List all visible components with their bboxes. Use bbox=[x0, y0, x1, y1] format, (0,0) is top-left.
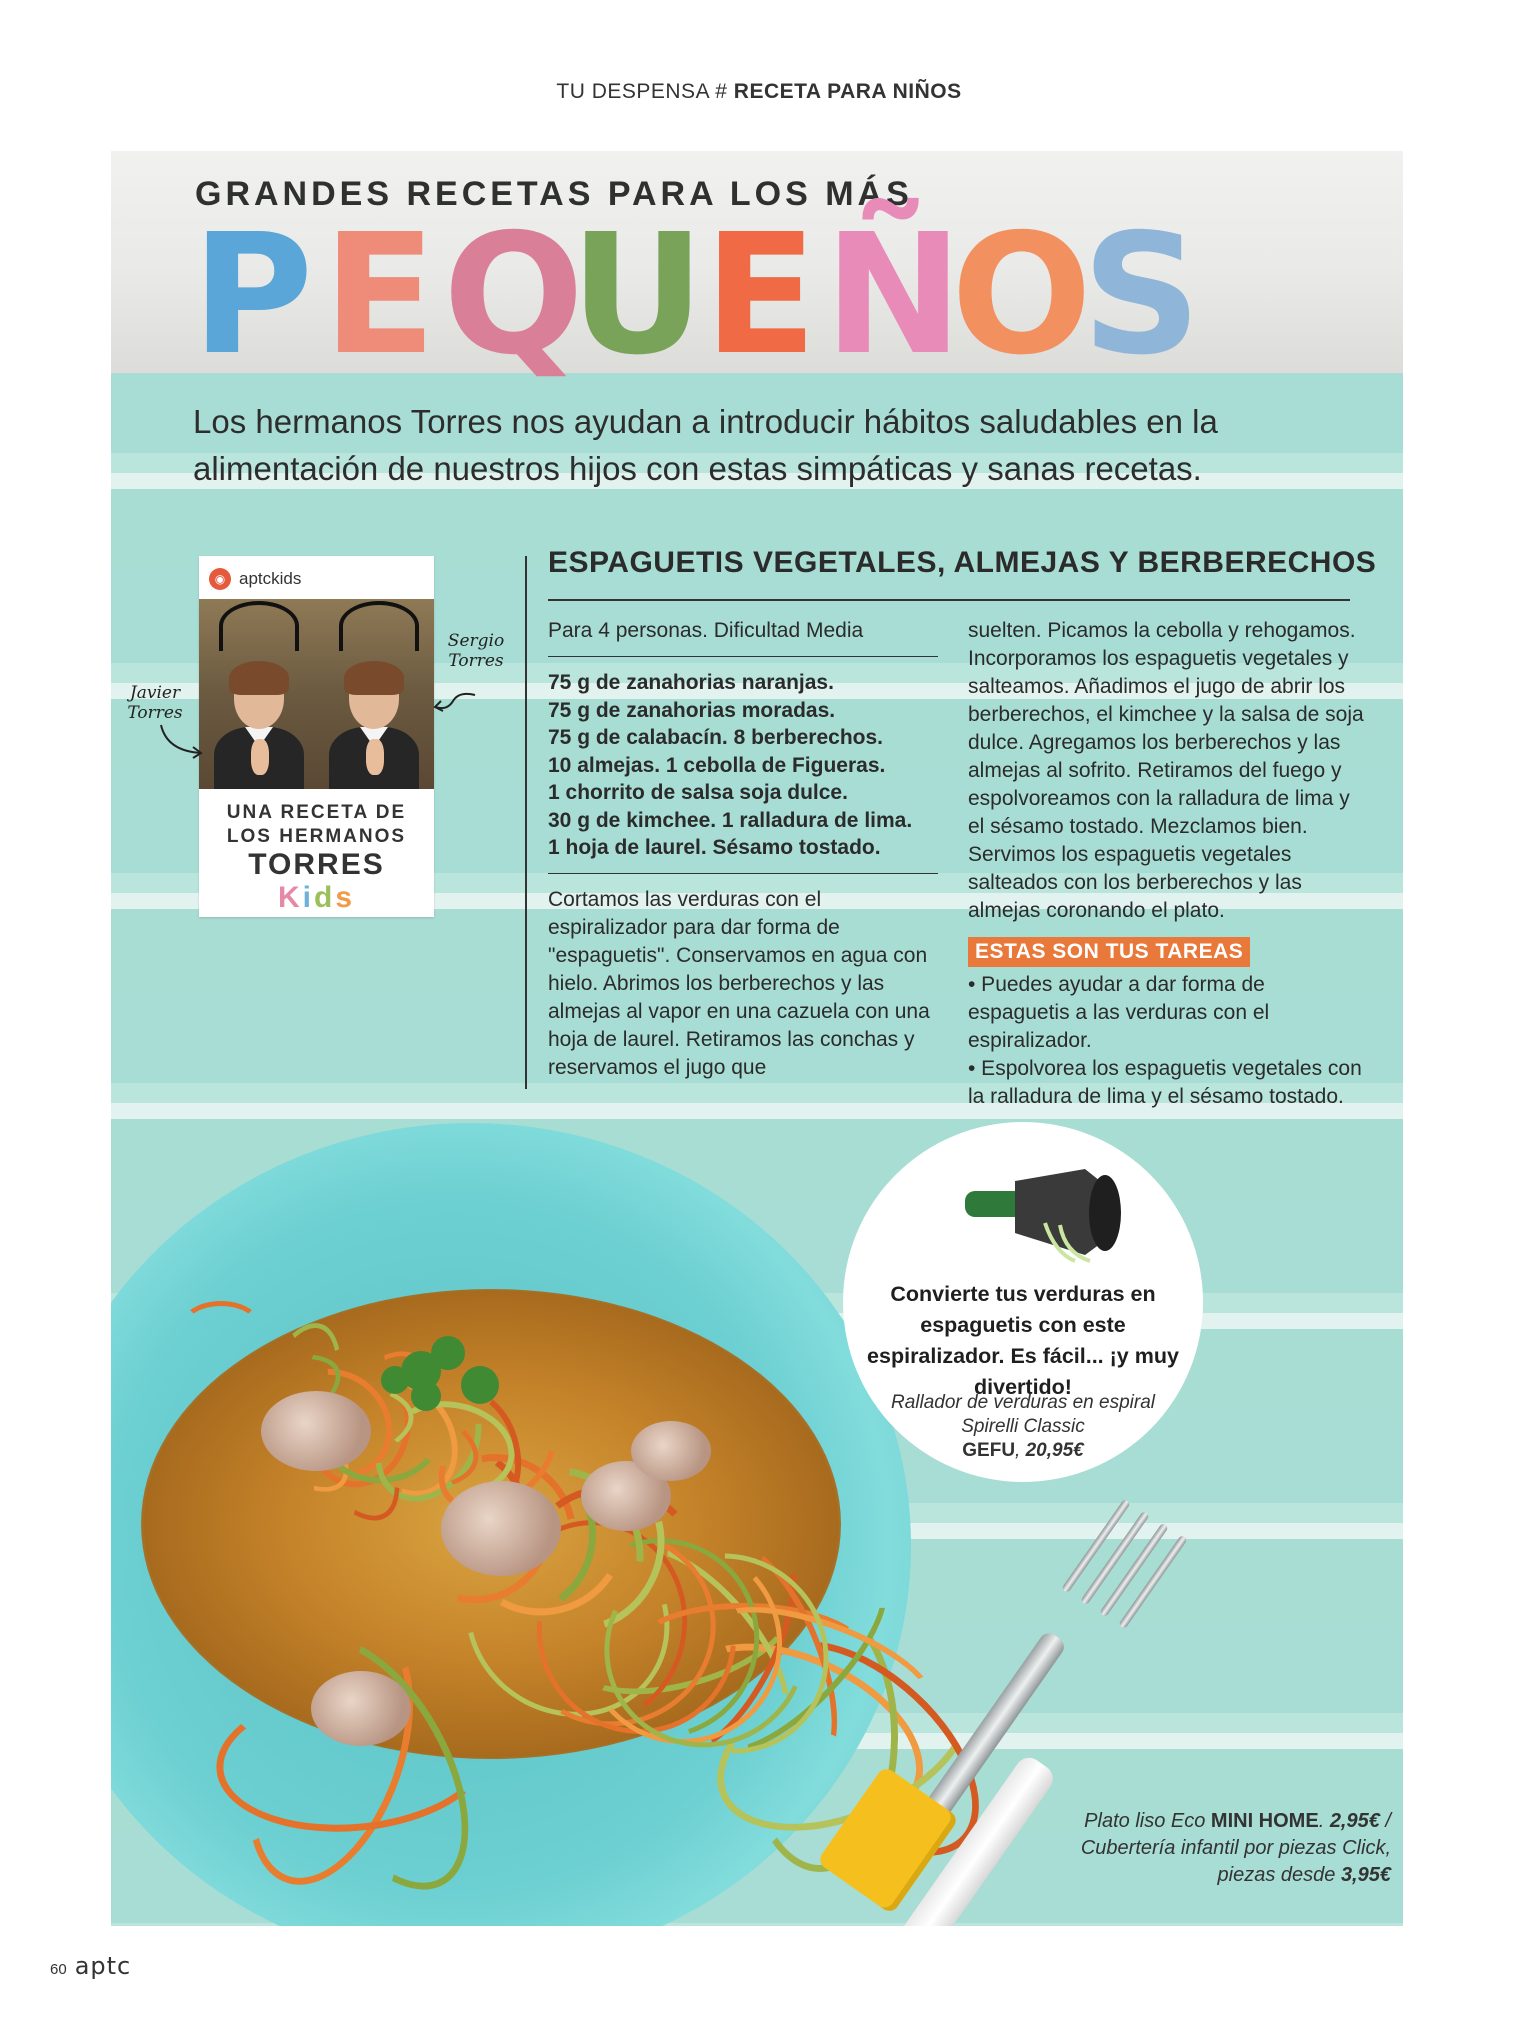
hero-intro: Los hermanos Torres nos ayudan a introducir hábitos saludables en la alimentación de nuestros hijos con estas simpáticas y sanas recetas. bbox=[193, 403, 1218, 487]
task-item: • Puedes ayudar a dar forma de espaguetis a las verduras con el espiralizador. bbox=[968, 973, 1270, 1052]
recipe-column-2 bbox=[968, 617, 1364, 1111]
clam bbox=[631, 1421, 711, 1481]
title-letter: E bbox=[703, 199, 818, 392]
profile-icon: ◉ bbox=[209, 568, 231, 590]
drawn-ears-right bbox=[339, 601, 419, 651]
plate-caption-price-1: 2,95€ bbox=[1329, 1810, 1380, 1832]
recipe-column-1 bbox=[548, 617, 938, 1082]
kids-letter: d bbox=[314, 881, 336, 914]
kids-letter: s bbox=[335, 881, 356, 914]
arrow-sergio-icon bbox=[429, 687, 479, 717]
title-letter: O bbox=[951, 199, 1093, 392]
title-letter: U bbox=[570, 199, 705, 392]
plate-caption-price-2: 3,95€ bbox=[1340, 1864, 1391, 1886]
kids-letter: i bbox=[302, 881, 314, 914]
ingredient: 75 g de zanahorias moradas. bbox=[548, 698, 836, 722]
spiralizer-icon bbox=[965, 1163, 1125, 1263]
title-underline bbox=[548, 599, 1350, 601]
authors-photo bbox=[199, 599, 434, 789]
ingredient: 1 hoja de laurel. Sésamo tostado. bbox=[548, 836, 881, 859]
title-letter: Q bbox=[443, 199, 585, 392]
promo-price: 20,95€ bbox=[1025, 1440, 1084, 1461]
promo-brand: GEFU bbox=[962, 1440, 1016, 1461]
task-item: • Espolvorea los espaguetis vegetales con la ralladura de lima y el sésamo tostado. bbox=[968, 1057, 1362, 1108]
page-number: 60 bbox=[50, 1961, 67, 1978]
kids-letter: K bbox=[277, 881, 303, 914]
promo-headline: Convierte tus verduras en espaguetis con este espiralizador. Es fácil... ¡y muy divertido! bbox=[867, 1282, 1179, 1399]
herb-leaf bbox=[431, 1336, 465, 1370]
section-label-bold: RECETA PARA NIÑOS bbox=[733, 80, 962, 103]
arrow-javier-icon bbox=[157, 721, 207, 761]
plate-caption-brand: MINI HOME bbox=[1210, 1810, 1319, 1832]
title-letter: S bbox=[1081, 199, 1202, 392]
hero-kicker: GRANDES RECETAS PARA LOS MÁS bbox=[195, 175, 913, 213]
section-header bbox=[0, 80, 1518, 104]
servings: Para 4 personas. Dificultad Media bbox=[548, 619, 864, 642]
tasks-badge: ESTAS SON TUS TAREAS bbox=[968, 937, 1250, 967]
kids-logo bbox=[199, 881, 434, 915]
ingredient: 10 almejas. 1 cebolla de Figueras. bbox=[548, 753, 886, 777]
title-letter: P bbox=[191, 199, 314, 392]
promo-caption: Rallador de verduras en espiral Spirelli Classic GEFU, 20,95€ bbox=[890, 1392, 1156, 1461]
plate-caption: Plato liso Eco MINI HOME. 2,95€ / Cubertería infantil por piezas Click, piezas desde 3,95€ bbox=[1080, 1810, 1391, 1886]
promo-caption-text: Rallador de verduras en espiral Spirelli Classic bbox=[890, 1392, 1156, 1437]
ingredient: 30 g de kimchee. 1 ralladura de lima. bbox=[548, 808, 913, 832]
card-line-1: UNA RECETA DE bbox=[226, 802, 407, 823]
recipe-rule bbox=[525, 556, 527, 1089]
steps-part-2: suelten. Picamos la cebolla y rehogamos. Incorporamos los espaguetis vegetales y salteamos. Añadimos el jugo de abrir los berberechos, el kimchee y la salsa de soja dulce. Agregamos los berberechos y las almejas al sofrito. Retiramos del fuego y espolvoreamos con la ralladura de lima y el sésamo tostado. Mezclamos bien. Servimos los espaguetis vegetales salteados con los berberechos y las almejas coronando el plato. bbox=[968, 619, 1364, 922]
clam bbox=[311, 1671, 411, 1746]
kid-left bbox=[209, 639, 309, 789]
plate-caption-text-2: Cubertería infantil por piezas Click, piezas desde bbox=[1080, 1837, 1391, 1886]
herb-leaf bbox=[381, 1366, 409, 1394]
clam bbox=[261, 1391, 371, 1471]
section-label: TU DESPENSA # bbox=[556, 80, 728, 103]
feature-panel bbox=[111, 151, 1403, 1926]
drawn-ears-left bbox=[219, 601, 299, 651]
title-letter: E bbox=[322, 199, 437, 392]
ingredient: 75 g de zanahorias naranjas. bbox=[548, 671, 834, 694]
authors-card bbox=[199, 556, 434, 917]
hero-title bbox=[189, 199, 1205, 392]
herb-leaf bbox=[411, 1381, 441, 1411]
plate-caption-text-1: Plato liso Eco bbox=[1084, 1810, 1206, 1832]
herb-leaf bbox=[461, 1366, 499, 1404]
ingredients-list bbox=[548, 669, 938, 862]
magazine-brand: aptc bbox=[74, 1952, 132, 1980]
kid-right bbox=[324, 639, 424, 789]
title-letter: Ñ bbox=[824, 199, 963, 392]
card-handle: aptckids bbox=[239, 569, 302, 588]
card-name: TORRES bbox=[248, 848, 385, 881]
card-line-2: LOS HERMANOS bbox=[226, 826, 407, 847]
ingredient: 75 g de calabacín. 8 berberechos. bbox=[548, 726, 883, 749]
clam bbox=[441, 1481, 561, 1576]
recipe-title: ESPAGUETIS VEGETALES, ALMEJAS Y BERBERECHOS bbox=[548, 546, 1377, 579]
ingredient: 1 chorrito de salsa soja dulce. bbox=[548, 781, 848, 804]
steps-part-1: Cortamos las verduras con el espiralizador para dar forma de "espaguetis". Conservamos en agua con hielo. Abrimos los berberechos y las almejas al vapor en una cazuela con una hoja de laurel. Retiramos las conchas y reservamos el jugo que bbox=[548, 887, 930, 1079]
page-footer bbox=[50, 1952, 131, 1980]
label-sergio: Sergio Torres bbox=[447, 631, 505, 671]
label-javier: Javier Torres bbox=[127, 683, 183, 723]
